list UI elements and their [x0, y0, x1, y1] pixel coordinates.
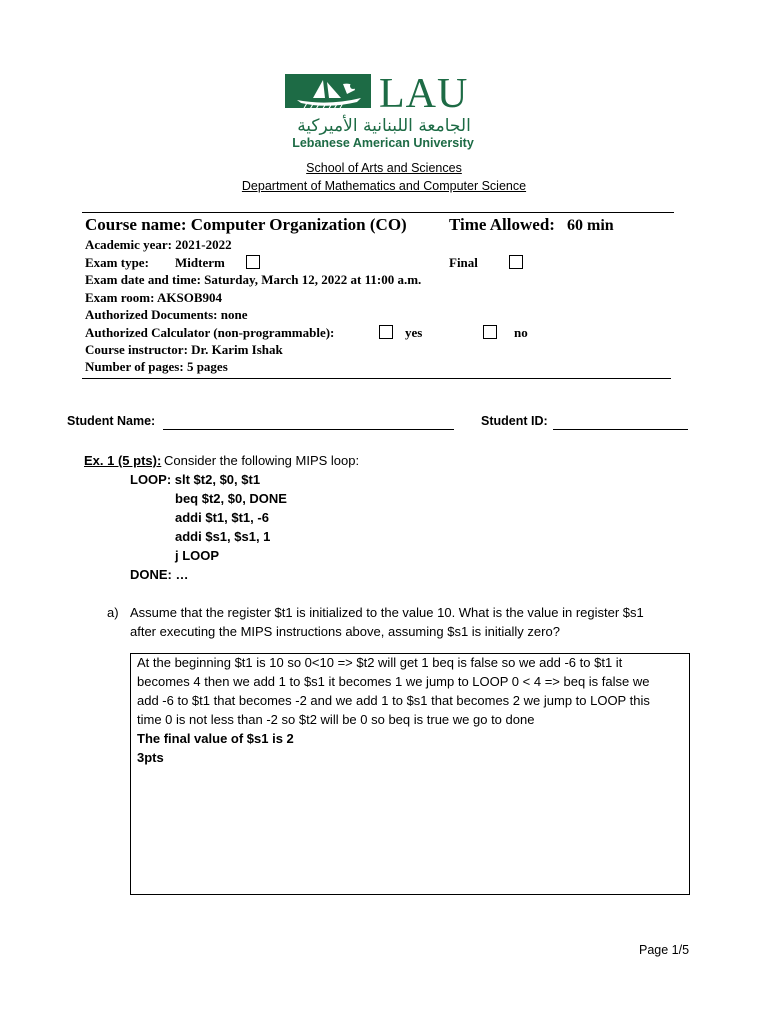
calculator-yes-label: yes: [405, 325, 423, 340]
student-name-label: Student Name:: [67, 414, 156, 428]
exam-room: Exam room: AKSOB904: [85, 290, 222, 305]
exam-date: Exam date and time: Saturday, March 12, 2022 at 11:00 a.m.: [85, 272, 422, 287]
question-a-text: Assume that the register $t1 is initialized to the value 10. What is the value in register $s1: [130, 605, 644, 620]
final-checkbox[interactable]: [509, 255, 523, 269]
calculator-no-label: no: [514, 325, 528, 340]
info-top-rule: [82, 212, 674, 213]
logo-english-name: Lebanese American University: [292, 136, 474, 150]
question-a-label: a): [107, 605, 119, 620]
answer-box[interactable]: [130, 653, 690, 895]
code-line: beq $t2, $0, DONE: [175, 491, 287, 506]
midterm-checkbox[interactable]: [246, 255, 260, 269]
authorized-documents: Authorized Documents: none: [85, 307, 248, 322]
answer-line: At the beginning $t1 is 10 so 0<10 => $t2 will get 1 beq is false so we add -6 to $t1 it: [137, 655, 623, 670]
exercise-heading: Ex. 1 (5 pts):: [84, 453, 162, 468]
exam-type-midterm-label: Midterm: [175, 255, 225, 270]
student-id-label: Student ID:: [481, 414, 548, 428]
answer-line: time 0 is not less than -2 so $t2 will be 0 so beq is true we go to done: [137, 712, 535, 727]
lau-logo: [283, 72, 483, 119]
page-number: Page 1/5: [639, 943, 690, 957]
answer-line: becomes 4 then we add 1 to $s1 it becomes 1 we jump to LOOP 0 < 4 => beq is false we: [137, 674, 650, 689]
exercise-intro: Consider the following MIPS loop:: [164, 453, 360, 468]
course-instructor: Course instructor: Dr. Karim Ishak: [85, 342, 283, 357]
authorized-calculator: Authorized Calculator (non-programmable):: [85, 325, 335, 340]
answer-points: 3pts: [137, 750, 164, 765]
exam-type-label: Exam type:: [85, 255, 149, 270]
logo-arabic-name: الجامعة اللبنانية الأميركية: [297, 116, 471, 136]
number-of-pages: Number of pages: 5 pages: [85, 359, 228, 374]
code-line: DONE: …: [130, 567, 189, 582]
code-line: addi $s1, $s1, 1: [175, 529, 271, 544]
code-line: j LOOP: [175, 548, 220, 563]
academic-year: Academic year: 2021-2022: [85, 237, 232, 252]
student-name-field[interactable]: [163, 429, 454, 430]
question-a-text: after executing the MIPS instructions above, assuming $s1 is initially zero?: [130, 624, 560, 639]
answer-final-value: The final value of $s1 is 2: [137, 731, 294, 746]
exam-type-final-label: Final: [449, 255, 478, 270]
time-allowed-value: 60 min: [567, 217, 614, 234]
school-name: School of Arts and Sciences: [306, 161, 462, 175]
answer-line: add -6 to $t1 that becomes -2 and we add 1 to $s1 that becomes 2 we jump to LOOP this: [137, 693, 650, 708]
info-bottom-rule: [82, 378, 671, 379]
logo-wordmark: LAU: [379, 71, 469, 117]
calculator-no-checkbox[interactable]: [483, 325, 497, 339]
department-name: Department of Mathematics and Computer Science: [241, 179, 527, 193]
code-line: addi $t1, $t1, -6: [175, 510, 269, 525]
course-name: Course name: Computer Organization (CO): [85, 215, 407, 234]
student-id-field[interactable]: [553, 429, 688, 430]
calculator-yes-checkbox[interactable]: [379, 325, 393, 339]
time-allowed-label: Time Allowed:: [449, 215, 555, 234]
code-line: LOOP: slt $t2, $0, $t1: [130, 472, 261, 487]
